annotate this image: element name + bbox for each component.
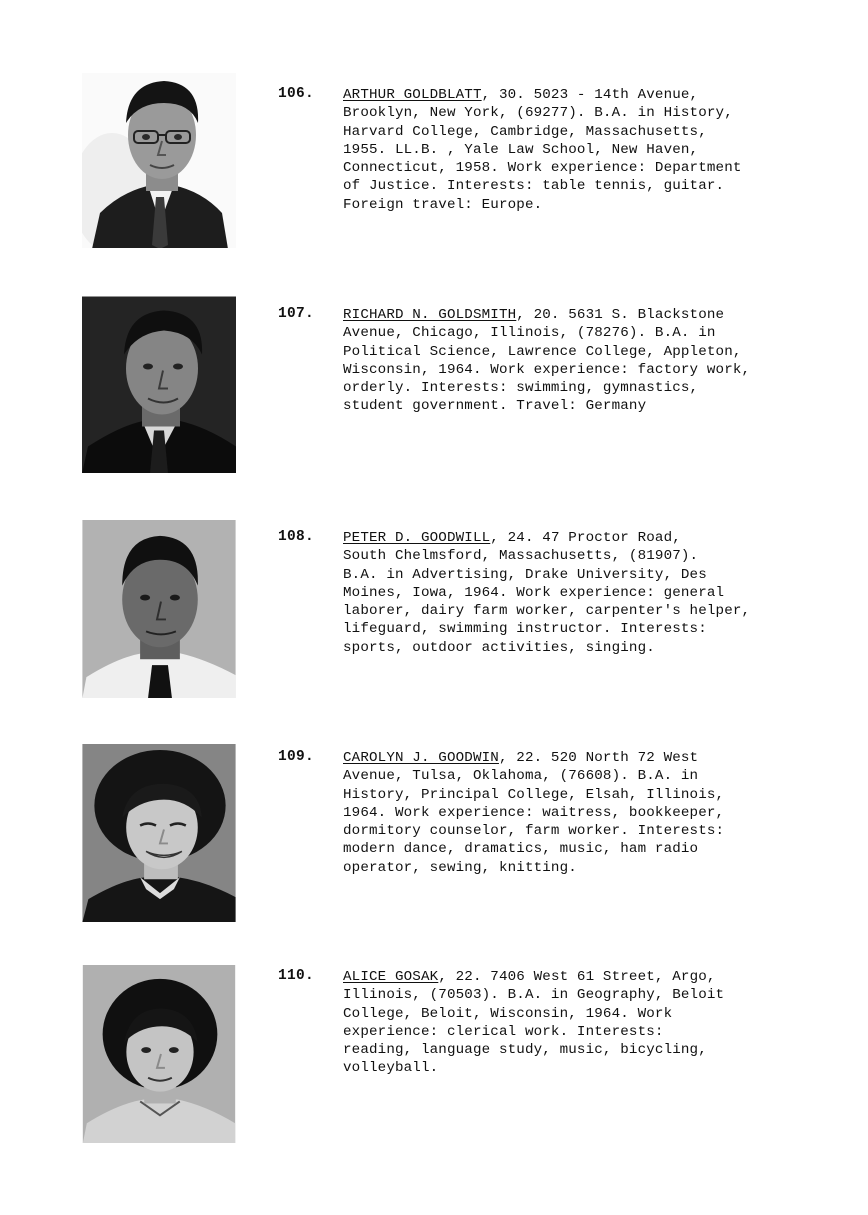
entry-text	[343, 968, 813, 1078]
person-details: , 24. 47 Proctor Road, South Chelmsford, Massachusetts, (81907). B.A. in Advertising, Drake University, Des Moines, Iowa, 1964. Work experience: general laborer, dairy farm worker, carpenter's helper, lifeguard, swimming instructor. Interests: sports, outdoor activities, singing.	[343, 530, 751, 656]
entry-text	[343, 529, 813, 657]
entry-number: 108.	[278, 529, 315, 545]
entry-text	[343, 749, 813, 877]
person-details: , 30. 5023 - 14th Avenue, Brooklyn, New York, (69277). B.A. in History, Harvard College, Cambridge, Massachusetts, 1955. LL.B. , Yale Law School, New Haven, Connecticut, 1958. Work experience: Department of Justice. Interests: table tennis, guitar. Foreign travel: Europe.	[343, 87, 742, 213]
entry-number: 106.	[278, 86, 315, 102]
person-details: , 22. 7406 West 61 Street, Argo, Illinois, (70503). B.A. in Geography, Beloit College, Beloit, Wisconsin, 1964. Work experience: clerical work. Interests: reading, language study, music, bicycling, volleyball.	[343, 969, 725, 1077]
portrait-photo	[82, 296, 236, 473]
entry-text	[343, 306, 813, 416]
person-name: CAROLYN J. GOODWIN	[343, 750, 499, 766]
entry-number: 109.	[278, 749, 315, 765]
person-name: RICHARD N. GOLDSMITH	[343, 307, 517, 323]
person-details: , 22. 520 North 72 West Avenue, Tulsa, Oklahoma, (76608). B.A. in History, Principal College, Elsah, Illinois, 1964. Work experience: waitress, bookkeeper, dormitory counselor, farm worker. Interests: modern dance, dramatics, music, ham radio operator, sewing, knitting.	[343, 750, 725, 876]
entry-text	[343, 86, 813, 214]
entry-number: 110.	[278, 968, 315, 984]
person-name: ARTHUR GOLDBLATT	[343, 87, 482, 103]
entry-number: 107.	[278, 306, 315, 322]
portrait-photo	[82, 520, 236, 699]
person-name: PETER D. GOODWILL	[343, 530, 491, 546]
portrait-photo	[82, 744, 236, 923]
portrait-photo	[82, 72, 236, 248]
person-name: ALICE GOSAK	[343, 969, 439, 985]
person-details: , 20. 5631 S. Blackstone Avenue, Chicago, Illinois, (78276). B.A. in Political Science, Lawrence College, Appleton, Wisconsin, 1964. Work experience: factory work, orderly. Interests: swimming, gymnastics, student government. Travel: Germany	[343, 307, 751, 415]
portrait-photo	[82, 965, 236, 1145]
